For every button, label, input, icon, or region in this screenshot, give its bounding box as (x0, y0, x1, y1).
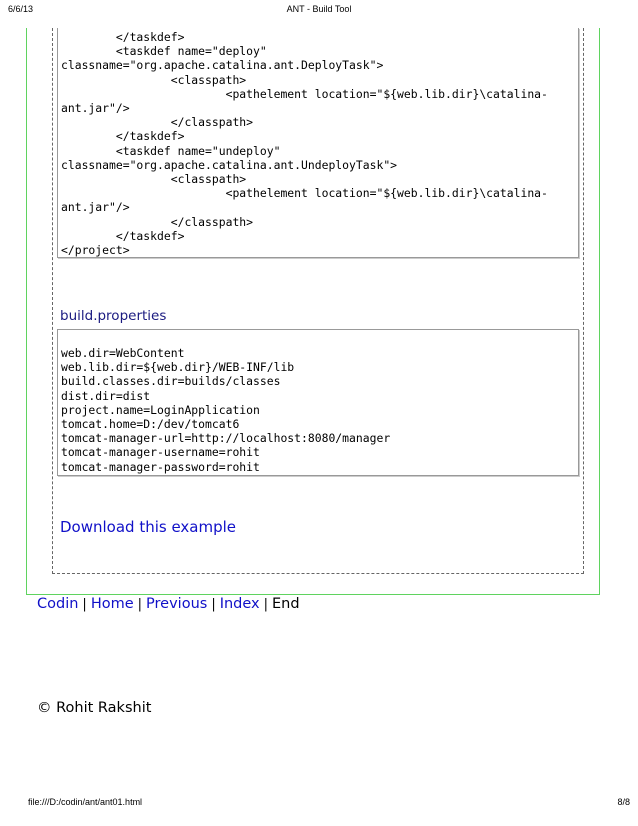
nav-separator: | (263, 597, 269, 612)
nav-previous-link[interactable]: Previous (146, 596, 208, 612)
nav-end-label: End (272, 596, 300, 612)
print-date: 6/6/13 (8, 4, 34, 14)
print-file-path: file:///D:/codin/ant/ant01.html (28, 797, 143, 807)
copyright-notice: © Rohit Rakshit (37, 700, 152, 716)
nav-index-link[interactable]: Index (219, 596, 260, 612)
build-properties-heading: build.properties (60, 308, 167, 324)
nav-separator: | (137, 597, 143, 612)
download-example-link[interactable]: Download this example (60, 518, 237, 536)
print-title: ANT - Build Tool (286, 4, 352, 14)
build-xml-code: </taskdef> <taskdef name="deploy" classname="org.apache.catalina.ant.DeployTask"> <classpath> <pathelement location="${web.lib.dir}\catalina- ant.jar"/> </classpath> </taskdef> <taskdef name="undeploy" classname="org.apache.catalina.ant.UndeployTask"> <classpath> <pathelement location="${web.lib.dir}\catalina- ant.jar"/> </classpath> </taskdef> </project> (61, 30, 548, 258)
footer-nav (37, 596, 300, 612)
build-xml-code-block (57, 28, 579, 258)
nav-home-link[interactable]: Home (90, 596, 134, 612)
build-properties-code: web.dir=WebContent web.lib.dir=${web.dir}/WEB-INF/lib build.classes.dir=builds/classes dist.dir=dist project.name=LoginApplication tomcat.home=D:/dev/tomcat6 tomcat-manager-url=http://localhost:8080/manager tomcat-manager-username=rohit tomcat-manager-password=rohit (61, 346, 391, 474)
nav-separator: | (211, 597, 216, 612)
print-page-number: 8/8 (617, 797, 630, 807)
nav-separator: | (82, 597, 87, 612)
nav-codin-link[interactable]: Codin (37, 596, 79, 612)
build-properties-code-block (57, 329, 579, 476)
